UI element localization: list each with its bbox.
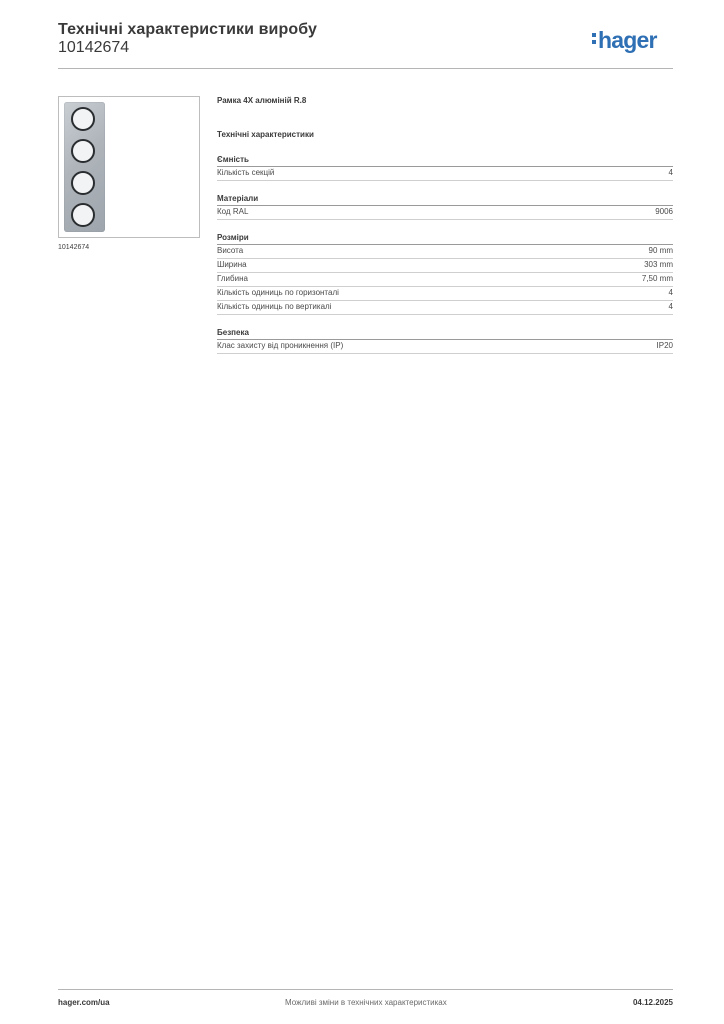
spec-value: 90 mm: [648, 246, 673, 255]
footer-divider: [58, 989, 673, 990]
spec-row: [217, 301, 673, 315]
product-image: [58, 96, 200, 238]
footer-website-link[interactable]: hager.com/ua: [58, 998, 110, 1007]
spec-heading: Технічні характеристики: [217, 130, 314, 139]
spec-group-safety: [217, 328, 673, 354]
spec-value: IP20: [656, 341, 673, 350]
spec-group-dimensions: [217, 233, 673, 315]
spec-value: 7,50 mm: [641, 274, 673, 283]
spec-row: [217, 273, 673, 287]
spec-label: Код RAL: [217, 207, 249, 216]
group-title: Ємність: [217, 155, 673, 167]
spec-value: 4: [668, 288, 673, 297]
frame-opening: [71, 203, 95, 227]
spec-row: [217, 340, 673, 354]
hager-logo: [592, 26, 657, 56]
spec-row: [217, 287, 673, 301]
frame-opening: [71, 171, 95, 195]
spec-group-materials: [217, 194, 673, 220]
spec-label: Висота: [217, 246, 244, 255]
spec-value: 4: [668, 168, 673, 177]
footer-notice: Можливі зміни в технічних характеристиках: [285, 998, 447, 1007]
footer-date: 04.12.2025: [632, 998, 673, 1007]
group-title: Матеріали: [217, 194, 673, 206]
spec-row: [217, 259, 673, 273]
spec-group-capacity: [217, 155, 673, 181]
spec-content: [217, 96, 673, 354]
spec-label: Глибина: [217, 274, 248, 283]
group-title: Розміри: [217, 233, 673, 245]
spec-label: Кількість одиниць по горизонталі: [217, 288, 339, 297]
logo-text: hager: [598, 27, 657, 53]
spec-value: 4: [668, 302, 673, 311]
frame-opening: [71, 107, 95, 131]
spec-label: Кількість одиниць по вертикалі: [217, 302, 332, 311]
product-code: 10142674: [58, 39, 130, 56]
group-title: Безпека: [217, 328, 673, 340]
image-caption: 10142674: [58, 244, 90, 251]
frame-4x-aluminium-icon: [64, 102, 105, 232]
spec-row: [217, 245, 673, 259]
spec-label: Кількість секцій: [217, 168, 275, 177]
frame-opening: [71, 139, 95, 163]
spec-label: Клас захисту від проникнення (IP): [217, 341, 344, 350]
spec-value: 303 mm: [644, 260, 673, 269]
spec-row: [217, 206, 673, 220]
spec-row: [217, 167, 673, 181]
spec-label: Ширина: [217, 260, 247, 269]
product-name: Рамка 4X алюміній R.8: [217, 96, 307, 105]
logo-mark-icon: [592, 33, 596, 44]
header-divider: [58, 68, 673, 69]
page-title: Технічні характеристики виробу: [58, 21, 317, 38]
spec-value: 9006: [655, 207, 673, 216]
